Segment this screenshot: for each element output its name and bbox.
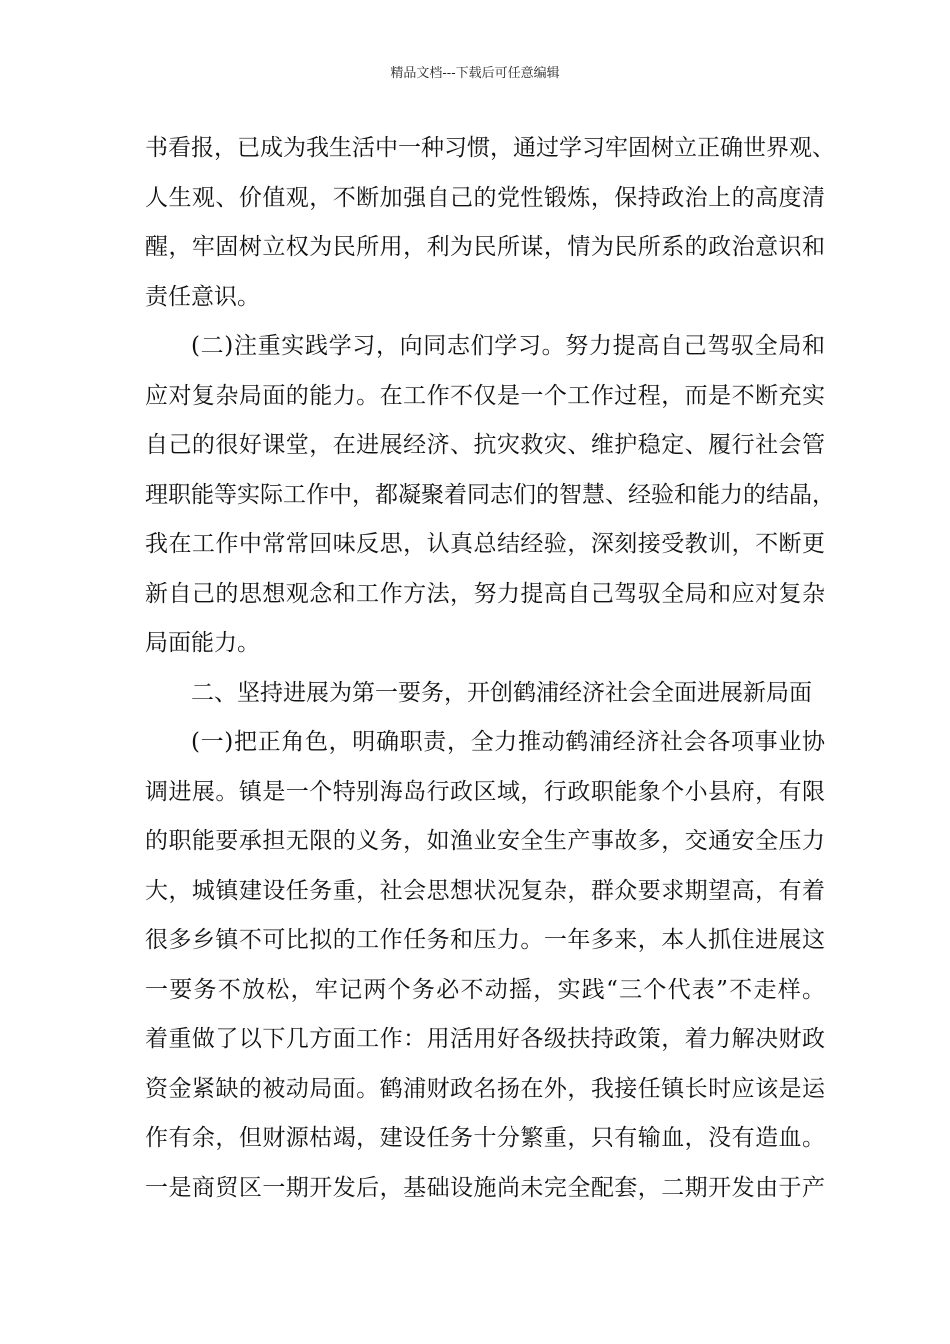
text-line: 二、坚持进展为第一要务，开创鹤浦经济社会全面进展新局面 [191,679,812,706]
text-line: 一要务不放松，牢记两个务必不动摇，实践“三个代表”不走样。 [145,976,825,1003]
text-line: 我在工作中常常回味反思，认真总结经验，深刻接受教训，不断更 [145,531,825,557]
text-line: 理职能等实际工作中，都凝聚着同志们的智慧、经验和能力的结晶， [145,481,835,508]
text-line: 一是商贸区一期开发后，基础设施尚未完全配套，二期开发由于产 [145,1174,825,1201]
document-body [145,124,835,1213]
text-line: 醒，牢固树立权为民所用，利为民所谋，情为民所系的政治意识和 [145,234,825,260]
text-line: 着重做了以下几方面工作：用活用好各级扶持政策，着力解决财政 [145,1026,825,1052]
text-line: 责任意识。 [145,283,260,310]
text-line: 自己的很好课堂，在进展经济、抗灾救灾、维护稳定、履行社会管 [145,432,825,458]
text-line: 作有余，但财源枯竭，建设任务十分繁重，只有输血，没有造血。 [145,1125,825,1151]
text-line: (一)把正角色，明确职责，全力推动鹤浦经济社会各项事业协 [191,729,825,755]
text-line: 的职能要承担无限的义务，如渔业安全生产事故多，交通安全压力 [145,828,825,854]
text-line: (二)注重实践学习，向同志们学习。努力提高自己驾驭全局和 [191,333,825,359]
text-line: 人生观、价值观，不断加强自己的党性锻炼，保持政治上的高度清 [145,184,825,211]
text-line: 很多乡镇不可比拟的工作任务和压力。一年多来，本人抓住进展这 [145,927,825,953]
text-line: 资金紧缺的被动局面。鹤浦财政名扬在外，我接任镇长时应该是运 [145,1075,825,1102]
text-line: 书看报，已成为我生活中一种习惯，通过学习牢固树立正确世界观、 [145,135,835,161]
text-line: 应对复杂局面的能力。在工作不仅是一个工作过程，而是不断充实 [145,382,825,409]
text-line: 调进展。镇是一个特别海岛行政区域，行政职能象个小县府，有限 [145,778,825,805]
text-line: 新自己的思想观念和工作方法，努力提高自己驾驭全局和应对复杂 [145,580,825,607]
text-line: 局面能力。 [145,630,260,656]
page-header: 精品文档---下载后可任意编辑 [390,66,560,81]
text-line: 大，城镇建设任务重，社会思想状况复杂，群众要求期望高，有着 [145,877,825,904]
